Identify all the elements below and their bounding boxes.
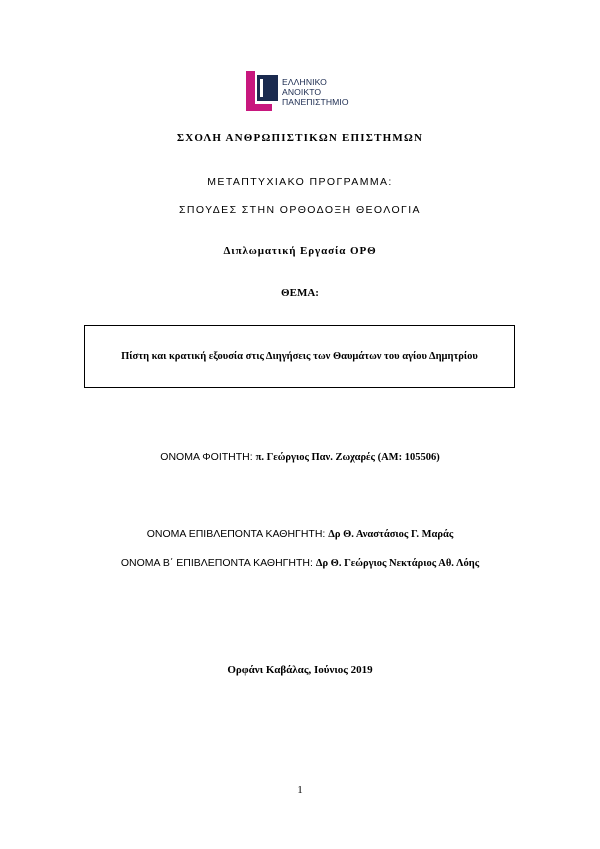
university-logo-icon bbox=[246, 71, 280, 119]
logo-line: ΑΝΟΙΚΤΟ bbox=[282, 87, 322, 97]
student-label: ΟΝΟΜΑ ΦΟΙΤΗΤΗ: bbox=[160, 451, 256, 463]
logo-line: ΠΑΝΕΠΙΣΤΗΜΙΟ bbox=[282, 97, 349, 107]
theme-label: ΘΕΜΑ: bbox=[281, 287, 319, 299]
page-number: 1 bbox=[297, 784, 303, 796]
thesis-title: Πίστη και κρατική εξουσία στις Διηγήσεις των Θαυμάτων του αγίου Δημητρίου bbox=[121, 351, 478, 362]
student-name: π. Γεώργιος Παν. Ζωχαρές (ΑΜ: 105506) bbox=[255, 452, 440, 463]
second-supervisor-line bbox=[0, 553, 600, 571]
place-date: Ορφάνι Καβάλας, Ιούνιος 2019 bbox=[227, 664, 373, 676]
second-supervisor-label: ΟΝΟΜΑ Β΄ ΕΠΙΒΛΕΠΟΝΤΑ ΚΑΘΗΓΗΤΗ: bbox=[120, 557, 316, 569]
thesis-title-box bbox=[84, 325, 515, 388]
logo-line: ΕΛΛΗΝΙΚΟ bbox=[282, 77, 327, 87]
supervisor-name: Δρ Θ. Αναστάσιος Γ. Μαράς bbox=[328, 529, 454, 540]
university-logo bbox=[246, 71, 366, 119]
program-label: ΜΕΤΑΠΤΥΧΙΑΚΟ ΠΡΟΓΡΑΜΜΑ: bbox=[207, 176, 393, 188]
student-line bbox=[0, 447, 600, 465]
logo-wordmark bbox=[282, 77, 349, 107]
school-name: ΣΧΟΛΗ ΑΝΘΡΩΠΙΣΤΙΚΩΝ ΕΠΙΣΤΗΜΩΝ bbox=[176, 132, 424, 144]
program-name: ΣΠΟΥΔΕΣ ΣΤΗΝ ΟΡΘΟΔΟΞΗ ΘΕΟΛΟΓΙΑ bbox=[179, 204, 421, 216]
supervisor-line bbox=[0, 524, 600, 542]
supervisor-label: ΟΝΟΜΑ ΕΠΙΒΛΕΠΟΝΤΑ ΚΑΘΗΓΗΤΗ: bbox=[146, 528, 329, 540]
thesis-label: Διπλωματική Εργασία ΟΡΘ bbox=[223, 245, 377, 257]
second-supervisor-name: Δρ Θ. Γεώργιος Νεκτάριος Αθ. Λόης bbox=[315, 558, 480, 569]
